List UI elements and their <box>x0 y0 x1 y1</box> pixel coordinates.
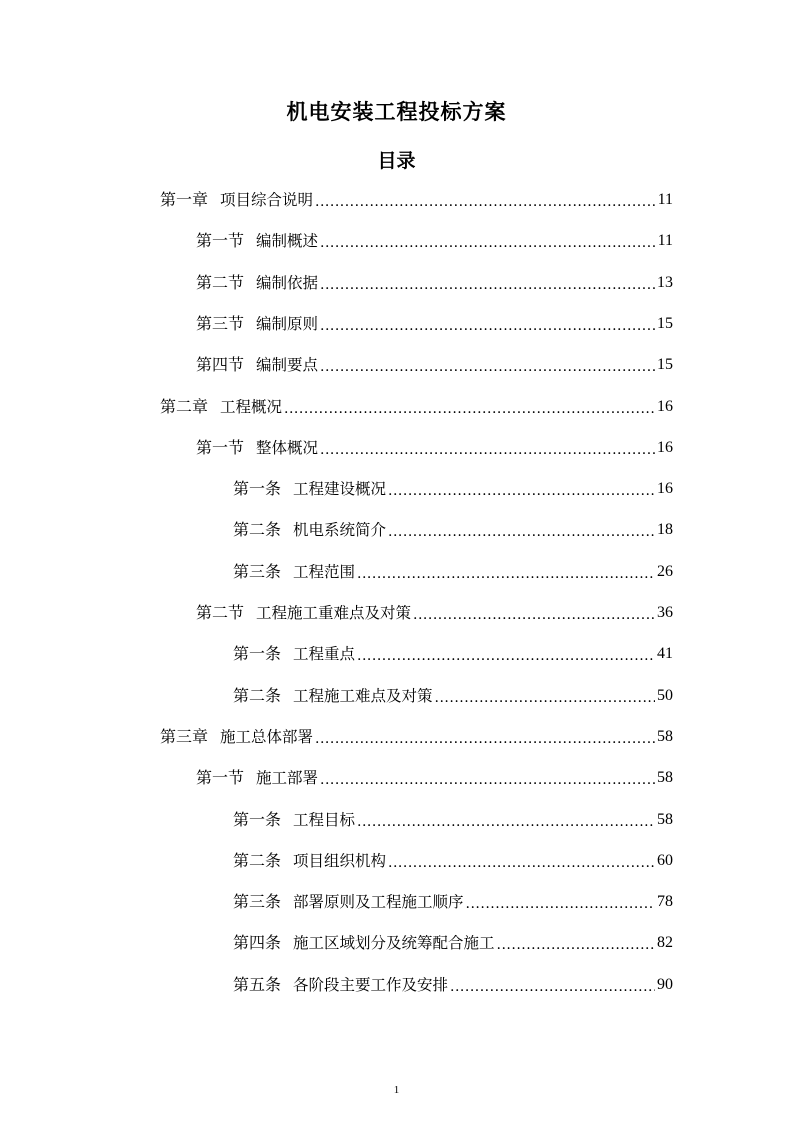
toc-entry-title: 施工部署 <box>256 769 319 787</box>
toc-entry[interactable] <box>233 886 673 912</box>
toc-entry-page: 11 <box>657 191 673 208</box>
toc-leader-dots <box>320 231 656 251</box>
toc-entry-page: 60 <box>657 852 673 869</box>
toc-leader-dots <box>357 562 655 582</box>
toc-entry-page: 16 <box>657 398 673 415</box>
toc-entry[interactable] <box>233 638 673 664</box>
toc-leader-dots <box>315 727 655 747</box>
toc-leader-dots <box>357 810 655 830</box>
toc-entry-number: 第一节 <box>196 768 245 787</box>
toc-entry[interactable] <box>196 597 673 623</box>
toc-entry-number: 第一节 <box>196 231 245 250</box>
toc-entry-title: 编制原则 <box>256 315 319 333</box>
toc-entry[interactable] <box>233 556 673 582</box>
toc-entry[interactable] <box>233 845 673 871</box>
toc-entry-title: 施工总体部署 <box>220 728 314 746</box>
toc-entry[interactable] <box>196 308 673 334</box>
toc-entry-page: 26 <box>657 563 673 580</box>
toc-entry-page: 16 <box>657 480 673 497</box>
toc-leader-dots <box>413 603 655 623</box>
toc-entry-title: 工程施工难点及对策 <box>293 687 433 705</box>
toc-entry-title: 各阶段主要工作及安排 <box>293 976 449 994</box>
toc-entry[interactable] <box>196 349 673 375</box>
document-title: 机电安装工程投标方案 <box>286 100 507 124</box>
toc-entry-title: 项目组织机构 <box>293 852 387 870</box>
toc-entry-title: 工程范围 <box>293 563 356 581</box>
toc-leader-dots <box>435 686 655 706</box>
toc-leader-dots <box>497 933 655 953</box>
toc-entry-number: 第二节 <box>196 603 245 622</box>
toc-leader-dots <box>320 314 655 334</box>
toc-entry[interactable] <box>233 927 673 953</box>
toc-entry-page: 50 <box>657 687 673 704</box>
toc-entry-number: 第二条 <box>233 851 282 870</box>
toc-leader-dots <box>388 479 655 499</box>
toc-entry-number: 第一章 <box>160 190 209 209</box>
toc-entry-title: 编制要点 <box>256 356 319 374</box>
toc-entry-number: 第三条 <box>233 892 282 911</box>
toc-entry-number: 第五条 <box>233 975 282 994</box>
toc-entry-page: 82 <box>657 934 673 951</box>
toc-entry-title: 整体概况 <box>256 439 319 457</box>
toc-leader-dots <box>284 397 655 417</box>
toc-entry-number: 第一节 <box>196 438 245 457</box>
toc-entry-number: 第二章 <box>160 397 209 416</box>
toc-entry-page: 78 <box>657 893 673 910</box>
toc-entry-number: 第三条 <box>233 562 282 581</box>
toc-entry[interactable] <box>233 804 673 830</box>
toc-entry-number: 第一条 <box>233 810 282 829</box>
toc-entry[interactable] <box>196 267 673 293</box>
toc-entry-number: 第二节 <box>196 273 245 292</box>
toc-leader-dots <box>466 892 655 912</box>
toc-leader-dots <box>320 438 655 458</box>
toc-entry-title: 工程目标 <box>293 811 356 829</box>
toc-leader-dots <box>388 520 655 540</box>
toc-entry-title: 编制概述 <box>256 232 319 250</box>
toc-entry[interactable] <box>233 680 673 706</box>
toc-leader-dots <box>320 355 655 375</box>
toc-leader-dots <box>320 273 655 293</box>
toc-leader-dots <box>388 851 655 871</box>
toc-entry-number: 第二条 <box>233 520 282 539</box>
toc-entry[interactable] <box>196 762 673 788</box>
toc-entry-title: 部署原则及工程施工顺序 <box>293 893 464 911</box>
page-number: 1 <box>393 1084 400 1096</box>
toc-entry-number: 第四条 <box>233 933 282 952</box>
toc-entry[interactable] <box>233 969 673 995</box>
toc-entry[interactable] <box>160 184 673 210</box>
toc-entry-title: 工程建设概况 <box>293 480 387 498</box>
toc-entry-page: 15 <box>657 356 673 373</box>
toc-entry-page: 13 <box>657 274 673 291</box>
toc-entry-title: 工程重点 <box>293 645 356 663</box>
toc-entry[interactable] <box>160 391 673 417</box>
toc-entry[interactable] <box>233 514 673 540</box>
toc-entry[interactable] <box>196 432 673 458</box>
toc-leader-dots <box>357 644 655 664</box>
toc-entry-number: 第一条 <box>233 644 282 663</box>
toc-leader-dots <box>315 190 656 210</box>
toc-heading: 目录 <box>377 150 416 172</box>
toc-entry-page: 16 <box>657 439 673 456</box>
toc-entry-title: 机电系统简介 <box>293 521 387 539</box>
toc-entry-page: 58 <box>657 769 673 786</box>
toc-entry[interactable] <box>160 721 673 747</box>
toc-entry-title: 项目综合说明 <box>220 191 314 209</box>
toc-entry-number: 第二条 <box>233 686 282 705</box>
toc-entry-title: 施工区域划分及统筹配合施工 <box>293 934 495 952</box>
toc-entry-title: 编制依据 <box>256 274 319 292</box>
toc-entry-number: 第四节 <box>196 355 245 374</box>
toc-entry-number: 第一条 <box>233 479 282 498</box>
toc-entry-page: 58 <box>657 811 673 828</box>
toc-leader-dots <box>320 768 655 788</box>
toc-entry-number: 第三节 <box>196 314 245 333</box>
toc-entry[interactable] <box>233 473 673 499</box>
toc-entry-page: 18 <box>657 521 673 538</box>
toc-entry-page: 11 <box>657 232 673 249</box>
toc-entry-page: 15 <box>657 315 673 332</box>
toc-entry-title: 工程概况 <box>220 398 283 416</box>
toc-entry-title: 工程施工重难点及对策 <box>256 604 412 622</box>
toc-entry-number: 第三章 <box>160 727 209 746</box>
toc-leader-dots <box>450 975 655 995</box>
toc-entry[interactable] <box>196 225 673 251</box>
toc-entry-page: 90 <box>657 976 673 993</box>
toc-entry-page: 36 <box>657 604 673 621</box>
toc-entry-page: 41 <box>657 645 673 662</box>
toc-entry-page: 58 <box>657 728 673 745</box>
